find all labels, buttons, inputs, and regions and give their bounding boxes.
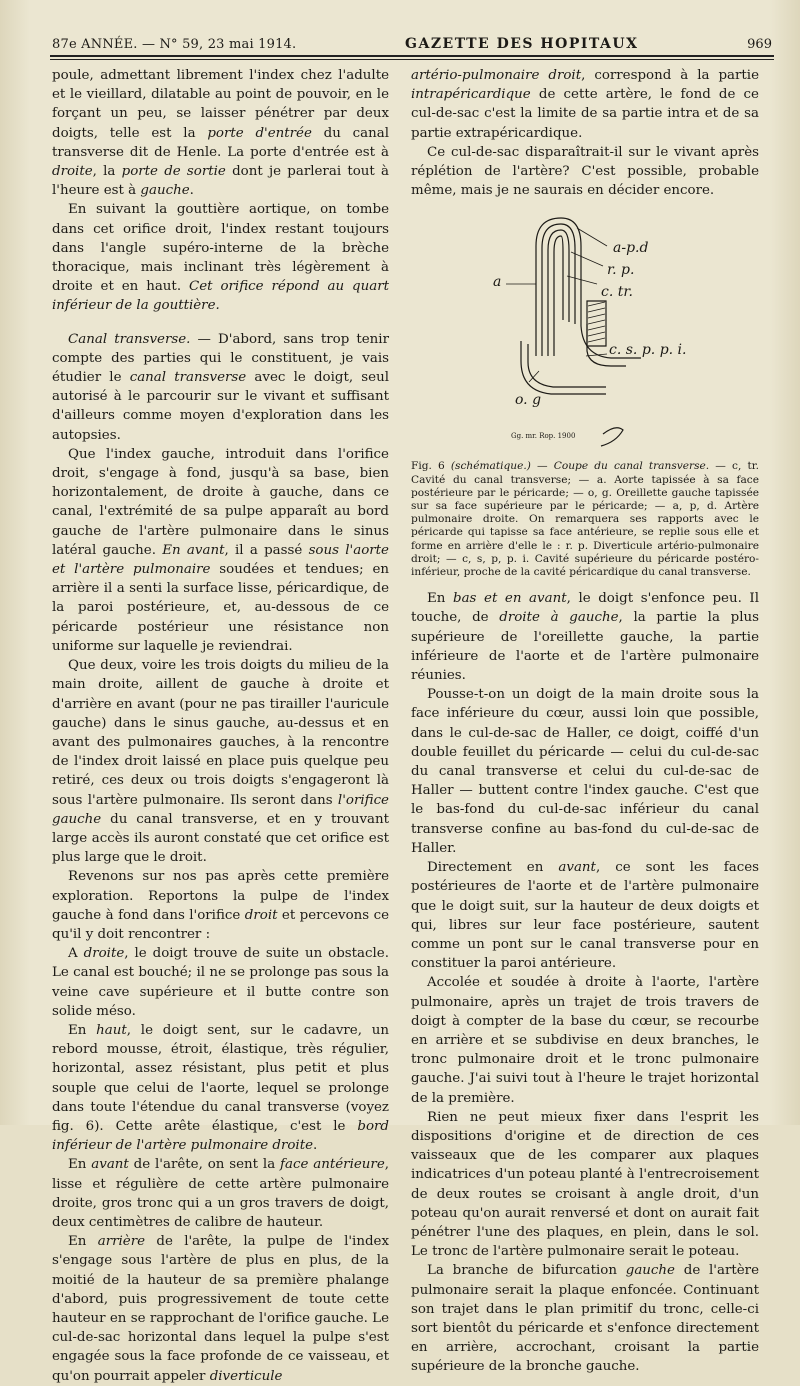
text-run: , le doigt s'enfonce peu. Il touche, de: [411, 591, 760, 626]
italic-run: porte de sortie: [121, 164, 226, 180]
text-run: Pousse-t-on un doigt de la main droite sous la face inférieure du cœur, aussi loin que possible, dans le cul-de-sac de Haller, ce doigt, coiffé d'un double feuillet du péricarde — celui du cul-de-sac du canal transverse et celui du cul-de-sac de Haller — buttent contre l'index gauche. C'est que le bas-fond du cul-de-sac inférieur du canal transverse confine au bas-fond du cul-de-sac de Haller.: [411, 687, 759, 856]
annotation-mark: [601, 428, 623, 446]
pericardium-fold: [548, 230, 569, 356]
page-header: [52, 28, 772, 52]
italic-run: droite: [52, 164, 93, 180]
italic-run: bas et en avant: [453, 591, 567, 607]
italic-run: haut: [96, 1022, 127, 1038]
text-run: , ce sont les faces postérieures de l'aorte et de l'artère pulmonaire que le doigt suit, sur la hauteur de deux doigts et qui, libres sur leur face postérieure, sautent comme un pont sur le canal transverse pour en constituer la paroi antérieure.: [411, 860, 759, 972]
italic-run: artério-pulmonaire droit: [411, 68, 582, 83]
italic-run: gauche: [140, 183, 190, 199]
paragraph: [52, 445, 389, 656]
header-rule-thin: [50, 59, 774, 60]
italic-run: intrapéricardique: [411, 87, 531, 103]
label-og: o. g: [515, 392, 542, 409]
italic-run: avant: [91, 1157, 129, 1173]
text-run: — c, tr. Cavité du canal transverse; — a. Aorte tapissée à sa face postérieure par le péricarde; — o, g. Oreillette gauche tapissée sur sa face supérieure par le péricarde; — a, p, d. Artère pulmonaire droite. On remarquera ses rapports avec le péricarde qui tapisse sa face antérieure, se replie sous elle et forme en arrière d'elle le : r. p. Diverticule artério-pulmonaire droit; — c, s, p, p. i. Cavité supérieure du péricarde postéro-inférieur, proche de la cavité péricardique du canal transverse.: [411, 460, 759, 579]
text-run: Accolée et soudée à droite à l'aorte, l'artère pulmonaire, après un trajet de trois travers de doigt à compter de la base du cœur, se recourbe en arrière et se subdivise en deux branches, le tronc pulmonaire droit et le tronc pulmonaire gauche. J'ai suivi tout à l'heure le trajet horizontal de la première.: [411, 975, 759, 1106]
label-a: a: [493, 274, 502, 291]
issue-info: 87e ANNÉE. — N° 59, 23 mai 1914.: [52, 37, 297, 52]
italic-run: face antérieure: [280, 1157, 385, 1173]
pulmonary-artery-wall: [554, 236, 563, 356]
text-run: soudées et tendues; en arrière il a senti la surface lisse, péricardique, de la paroi postérieure, et, au-dessous de ce péricarde postérieur une résistance non uniforme sur laquelle je reviendrai.: [52, 562, 389, 654]
italic-run: gauche: [625, 1263, 675, 1279]
italic-run: En avant: [162, 542, 225, 558]
italic-run: Coupe du canal transverse.: [553, 460, 710, 473]
text-run: .: [189, 183, 194, 199]
text-run: La branche de bifurcation: [427, 1263, 626, 1279]
text-run: de l'arête, on sent la: [128, 1157, 281, 1173]
italic-run: bord inférieur de l'artère pulmonaire droite: [52, 1118, 389, 1154]
paragraph: [411, 1108, 759, 1262]
text-run: , la partie la plus supérieure de l'oreillette gauche, la partie inférieure de l'aorte et de l'artère pulmonaire réunies.: [411, 610, 759, 684]
text-run: Rien ne peut mieux fixer dans l'esprit les dispositions d'origine et de direction de ces vaisseaux que de les comparer aux plaques indicatrices d'un poteau planté à l'entrecroisement de deux routes se croisant à angle droit, d'un poteau qu'on aurait renversé et dont on aurait fait pénétrer l'une des plaques, en plein, dans le sol. Le tronc de l'artère pulmonaire serait le poteau.: [411, 1109, 759, 1260]
atrium-inner-wall: [528, 344, 606, 387]
text-run: de l'arête, la pulpe de l'index s'engage sous l'artère de plus en plus, de la moitié de la hauteur de sa première phalange d'abord, puis progressivement de toute cette hauteur en se rapprochant de l'orifice gauche. Le cul-de-sac horizontal dans lequel la pulpe s'est engagée sous la face profonde de ce vaisseau, et qu'on pourrait appeler: [52, 1234, 390, 1384]
text-run: .: [313, 1138, 318, 1154]
paragraph: [52, 656, 389, 867]
paragraph: [52, 1021, 389, 1155]
text-run: En: [68, 1234, 98, 1250]
text-run: , la: [92, 164, 122, 180]
text-run: Revenons sur nos pas après cette première exploration. Reportons la pulpe de l'index gauche à fond dans l'orifice: [52, 869, 389, 923]
text-run: , correspond à la partie: [581, 68, 759, 83]
text-run: du canal transverse dit de Henle. La porte d'entrée est à: [52, 125, 389, 160]
figure-caption: [411, 460, 759, 579]
page-number: 969: [747, 37, 772, 52]
paragraph: [52, 944, 389, 1021]
italic-run: droite à gauche: [499, 610, 619, 626]
text-run: Ce cul-de-sac disparaîtrait-il sur le vivant après réplétion de l'artère? C'est possible, probable même, mais je ne saurais en décider encore.: [411, 144, 759, 199]
paragraph: [411, 1261, 759, 1376]
paragraph: [411, 858, 759, 973]
text-run: , lisse et régulière de cette artère pulmonaire droite, gros tronc qui a un gros travers de doigt, deux centimètres de calibre de hauteur.: [52, 1157, 390, 1230]
text-run: Fig. 6: [411, 460, 451, 473]
label-rp: r. p.: [607, 262, 635, 279]
left-column: [52, 66, 389, 1386]
paragraph: [411, 66, 759, 143]
paragraph: [411, 973, 759, 1107]
section-paragraph: [52, 330, 389, 445]
italic-run: droit: [244, 907, 278, 923]
italic-run: diverticule: [209, 1368, 283, 1384]
paragraph: [52, 1232, 389, 1386]
italic-run: (schématique.): [450, 460, 531, 473]
text-run: , le doigt trouve de suite un obstacle. Le canal est bouché; il ne se prolonge pas sous la veine cave supérieure et il butte contre son solide méso.: [52, 946, 389, 1019]
paragraph: [52, 200, 389, 315]
paragraph: [411, 589, 759, 685]
text-run: du canal transverse, et en y trouvant large accès ils auront constaté que cet orifice est plus large que le droit.: [52, 811, 389, 866]
text-run: —: [530, 460, 554, 473]
label-apd: a-p.d: [613, 240, 649, 257]
paragraph: [411, 685, 759, 858]
italic-run: Canal transverse.: [68, 331, 191, 347]
text-run: , il a passé: [224, 542, 309, 558]
italic-run: porte d'entrée: [207, 125, 312, 141]
italic-run: avant: [558, 860, 596, 876]
aorta-inner-wall: [542, 224, 575, 356]
italic-run: Cet orifice répond au quart inférieur de la gouttière.: [52, 279, 389, 314]
paragraph: [52, 1155, 389, 1232]
atrium-outline: [521, 341, 606, 394]
text-run: Que l'index gauche, introduit dans l'orifice droit, s'engage à fond, jusqu'à sa base, bien horizontalement, de droite à gauche, dans ce canal, l'extrémité de sa pulpe apparaît au bord gauche de l'artère pulmonaire dans le sinus latéral gauche.: [52, 446, 389, 558]
text-run: Que deux, voire les trois doigts du milieu de la main droite, aillent de gauche à droite et d'arrière en avant (pour ne pas tirailler l'auricule gauche) dans le sinus gauche, au-dessus et en avant des pulmonaires gauches, à la rencontre de l'index droit laissé en place puis quelque peu retiré, ces deux ou trois doigts s'engageront là sous l'artère pulmonaire. Ils seront dans: [52, 658, 389, 808]
text-run: de cette artère, le fond de ce cul-de-sac c'est la limite de sa partie intra et de sa partie extrapéricardique.: [411, 87, 759, 141]
text-run: En: [427, 591, 453, 607]
figure-6: [411, 206, 759, 454]
text-run: et percevons ce qu'il y doit rencontrer :: [52, 907, 389, 942]
italic-run: sous l'aorte et l'artère pulmonaire: [52, 542, 389, 578]
text-run: En: [68, 1022, 97, 1038]
italic-run: droite: [83, 946, 125, 962]
italic-run: canal transverse: [129, 370, 247, 386]
canal-transverse-diagram: [411, 206, 759, 454]
text-run: A: [68, 946, 84, 962]
italic-run: arrière: [97, 1234, 146, 1250]
paragraph: [52, 66, 389, 200]
right-column: [411, 66, 759, 1377]
text-run: — D'abord, sans trop tenir compte des parties qui le constituent, je vais étudier le: [52, 331, 389, 386]
header-rule-thick: [50, 55, 774, 57]
text-run: , le doigt sent, sur le cadavre, un rebord mousse, étroit, élastique, très régulier, horizontal, assez résistant, plus petit et plus souple que celui de l'aorte, lequel se prolonge dans toute l'étendue du canal transverse (voyez fig. 6). Cette arête élastique, c'est le: [52, 1022, 389, 1134]
text-run: Directement en: [427, 860, 559, 876]
paragraph: [411, 143, 759, 201]
italic-run: l'orifice gauche: [52, 792, 389, 827]
journal-title: GAZETTE DES HOPITAUX: [405, 36, 639, 52]
text-run: poule, admettant librement l'index chez l'adulte et le vieillard, dilatable au point de pouvoir, en le forçant un peu, se laisser pénétrer par deux doigts, telle est la: [52, 68, 389, 141]
text-run: En suivant la gouttière aortique, on tombe dans cet orifice droit, l'index restant toujours dans l'angle supéro-interne de la brèche thoracique, mais inclinant très légèrement à droite et en haut.: [52, 202, 389, 295]
label-ctr: c. tr.: [601, 284, 633, 301]
text-run: avec le doigt, seul autorisé à le parcourir sur le vivant et suffisant d'ailleurs comme moyen d'exploration dans les autopsies.: [52, 370, 389, 443]
text-run: de l'artère pulmonaire serait la plaque enfoncée. Continuant son trajet dans le plan primitif du tronc, celle-ci sort bientôt du péricarde et s'enfonce directement en arrière, accrochant, croisant la partie supérieure de la bronche gauche.: [411, 1263, 759, 1375]
text-run: En: [68, 1157, 92, 1173]
paragraph: [52, 867, 389, 944]
label-csp: c. s. p. p. i.: [609, 342, 687, 359]
engraver-signature: Gg. mr. Rop. 1900: [511, 432, 576, 441]
text-run: dont je parlerai tout à l'heure est à: [52, 164, 389, 199]
